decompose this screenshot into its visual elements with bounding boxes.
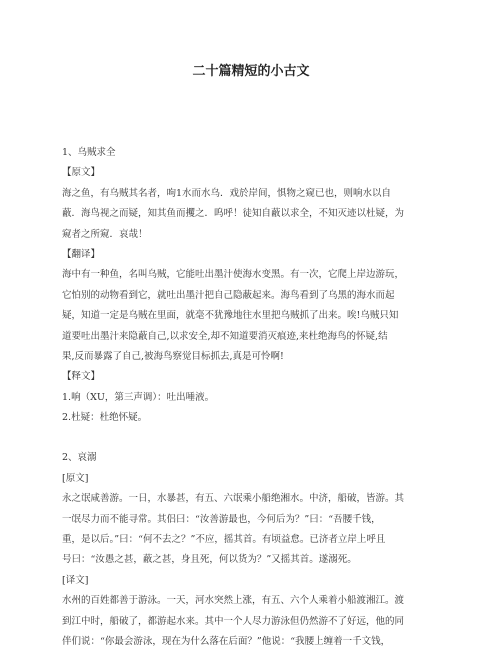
- paragraph-line: 水州的百姓都善于游泳。一天，河水突然上涨，有五、六个人乘着小船渡湘江。渡: [62, 595, 405, 607]
- label-translation: 【翻译】: [62, 248, 101, 260]
- paragraph-line: 道要吐出墨汁来隐蔽自己,以求安全,却不知道要消灭痕迹,来杜绝海鸟的怀疑,结: [62, 330, 388, 342]
- paragraph-line: 到江中时，船破了，都游起水来。其中一个人尽力游泳但仍然游不了好远，他的同: [62, 615, 405, 627]
- document-body: [62, 143, 442, 652]
- section-spacer: [62, 428, 442, 448]
- paragraph-line: 海中有一种鱼，名叫乌贼，它能吐出墨汁使海水变黑。有一次，它爬上岸边游玩，: [62, 269, 405, 281]
- label-translation: [译文]: [62, 574, 89, 586]
- document-title: 二十篇精短的小古文: [192, 64, 310, 79]
- label-original: 【原文】: [62, 167, 101, 179]
- note-line: 2.杜疑：杜绝怀疑。: [62, 412, 148, 424]
- paragraph-line: 果,反而暴露了自己,被海鸟察觉目标抓去,真是可怜啊!: [62, 350, 284, 362]
- section-wuzei: [62, 143, 442, 428]
- paragraph-line: 蔽．海鸟视之而疑，知其鱼而攫之．呜呼！徒知自蔽以求全，不知灭迹以杜疑，为: [62, 208, 405, 220]
- section-ainì: [62, 448, 442, 652]
- paragraph-line: 重，是以后。”曰：“何不去之？”不应，摇其首。有顷益怠。已济者立岸上呼且: [62, 534, 386, 546]
- paragraph-line: 一氓尽力而不能寻常。其侣曰：“汝善游最也，今何后为？”曰：“吾腰千钱，: [62, 513, 381, 525]
- paragraph-line: 它怕别的动物看到它，就吐出墨汁把自己隐蔽起来。海鸟看到了乌黑的海水而起: [62, 289, 395, 301]
- paragraph-line: 伴们说：“你最会游泳，现在为什么落在后面？”他说：“我腰上缠着一千文钱，: [62, 635, 391, 647]
- paragraph-line: 号曰：“汝愚之甚，蔽之甚，身且死，何以货为？”又摇其首。遂溺死。: [62, 554, 357, 566]
- paragraph-line: 疑，知道一定是乌贼在里面，就毫不犹豫地往水里把乌贼抓了出来。唉!乌贼只知: [62, 310, 399, 322]
- label-original: [原文]: [62, 472, 89, 484]
- paragraph-line: 窥者之所窥．哀哉！: [62, 228, 148, 240]
- section-heading: 2、哀溺: [62, 452, 97, 464]
- label-notes: 【释文】: [62, 371, 101, 383]
- paragraph-line: 永之氓咸善游。一日，水暴甚，有五、六氓乘小船绝湘水。中济，船破，皆游。其: [62, 493, 405, 505]
- note-line: 1.响（XU，第三声调）：吐出唾液。: [62, 391, 215, 403]
- paragraph-line: 海之鱼，有乌贼其名者，呴1水而水乌．戏於岸间，惧物之窥已也，则响水以自: [62, 187, 392, 199]
- section-heading: 1、乌贼求全: [62, 147, 116, 158]
